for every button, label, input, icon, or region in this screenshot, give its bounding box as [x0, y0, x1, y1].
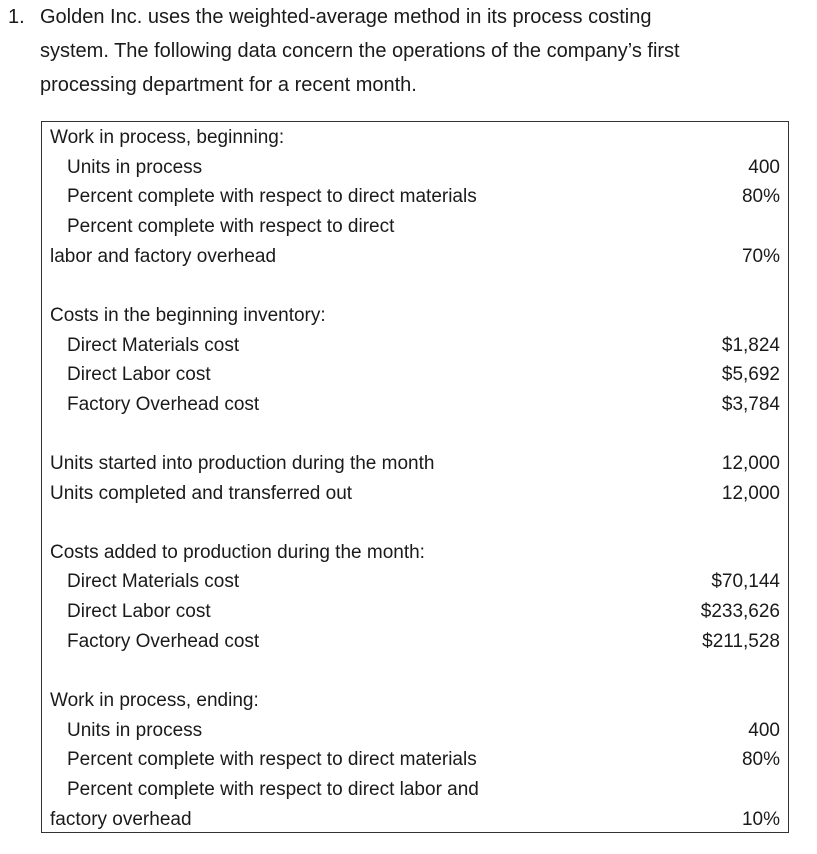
- added-overhead-cost-label: Factory Overhead cost: [67, 631, 260, 652]
- data-table: [41, 121, 789, 833]
- units-completed-label: Units completed and transferred out: [50, 483, 353, 504]
- units-completed-value: 12,000: [721, 483, 780, 504]
- ending-wip-heading: Work in process, ending:: [50, 690, 259, 711]
- beginning-materials-pct-label: Percent complete with respect to direct materials: [67, 186, 477, 207]
- beginning-units-row: [42, 154, 788, 182]
- question-number: 1.: [8, 6, 25, 28]
- ending-units-value: 400: [748, 720, 780, 741]
- beginning-materials-cost-label: Direct Materials cost: [67, 335, 240, 356]
- beginning-costs-heading-row: [42, 302, 788, 330]
- ending-conversion-pct-value: 10%: [741, 809, 780, 830]
- units-started-value: 12,000: [721, 453, 780, 474]
- beginning-conversion-pct-row-2: [42, 243, 788, 271]
- ending-materials-pct-row: [42, 746, 788, 774]
- question-line-3: processing department for a recent month.: [40, 74, 417, 96]
- beginning-overhead-cost-value: $3,784: [721, 394, 780, 415]
- beginning-units-value: 400: [748, 157, 780, 178]
- added-costs-heading-row: [42, 539, 788, 567]
- beginning-costs-heading: Costs in the beginning inventory:: [50, 305, 326, 326]
- ending-units-row: [42, 717, 788, 745]
- units-started-label: Units started into production during the month: [50, 453, 435, 474]
- added-labor-cost-label: Direct Labor cost: [67, 601, 211, 622]
- beginning-labor-cost-value: $5,692: [721, 364, 780, 385]
- units-completed-row: [42, 480, 788, 508]
- ending-conversion-pct-row-1: [42, 776, 788, 804]
- beginning-overhead-cost-label: Factory Overhead cost: [67, 394, 260, 415]
- added-labor-cost-value: $233,626: [700, 601, 780, 622]
- beginning-labor-cost-label: Direct Labor cost: [67, 364, 211, 385]
- beginning-wip-heading-row: [42, 124, 788, 152]
- question-text: [0, 0, 817, 110]
- beginning-overhead-cost-row: [42, 391, 788, 419]
- added-materials-cost-value: $70,144: [711, 571, 780, 592]
- added-overhead-cost-row: [42, 628, 788, 656]
- ending-materials-pct-label: Percent complete with respect to direct materials: [67, 749, 477, 770]
- ending-conversion-pct-label-1: Percent complete with respect to direct labor and: [67, 779, 479, 800]
- added-labor-cost-row: [42, 598, 788, 626]
- beginning-conversion-pct-value: 70%: [741, 246, 780, 267]
- ending-conversion-pct-label-2: factory overhead: [50, 809, 192, 830]
- beginning-units-label: Units in process: [67, 157, 203, 178]
- added-materials-cost-label: Direct Materials cost: [67, 571, 240, 592]
- question-line-1: Golden Inc. uses the weighted-average method in its process costing: [40, 6, 652, 28]
- beginning-materials-pct-value: 80%: [741, 186, 780, 207]
- beginning-materials-pct-row: [42, 183, 788, 211]
- beginning-conversion-pct-label-1: Percent complete with respect to direct: [67, 216, 395, 237]
- added-overhead-cost-value: $211,528: [702, 631, 780, 652]
- beginning-conversion-pct-row-1: [42, 213, 788, 241]
- question-line-2: system. The following data concern the operations of the company’s first: [40, 40, 680, 62]
- ending-materials-pct-value: 80%: [741, 749, 780, 770]
- ending-wip-heading-row: [42, 687, 788, 715]
- beginning-labor-cost-row: [42, 361, 788, 389]
- beginning-conversion-pct-label-2: labor and factory overhead: [50, 246, 277, 267]
- beginning-materials-cost-value: $1,824: [721, 335, 780, 356]
- ending-units-label: Units in process: [67, 720, 203, 741]
- beginning-materials-cost-row: [42, 332, 788, 360]
- units-started-row: [42, 450, 788, 478]
- added-materials-cost-row: [42, 568, 788, 596]
- ending-conversion-pct-row-2: [42, 806, 788, 834]
- beginning-wip-heading: Work in process, beginning:: [50, 127, 285, 148]
- added-costs-heading: Costs added to production during the month:: [50, 542, 425, 563]
